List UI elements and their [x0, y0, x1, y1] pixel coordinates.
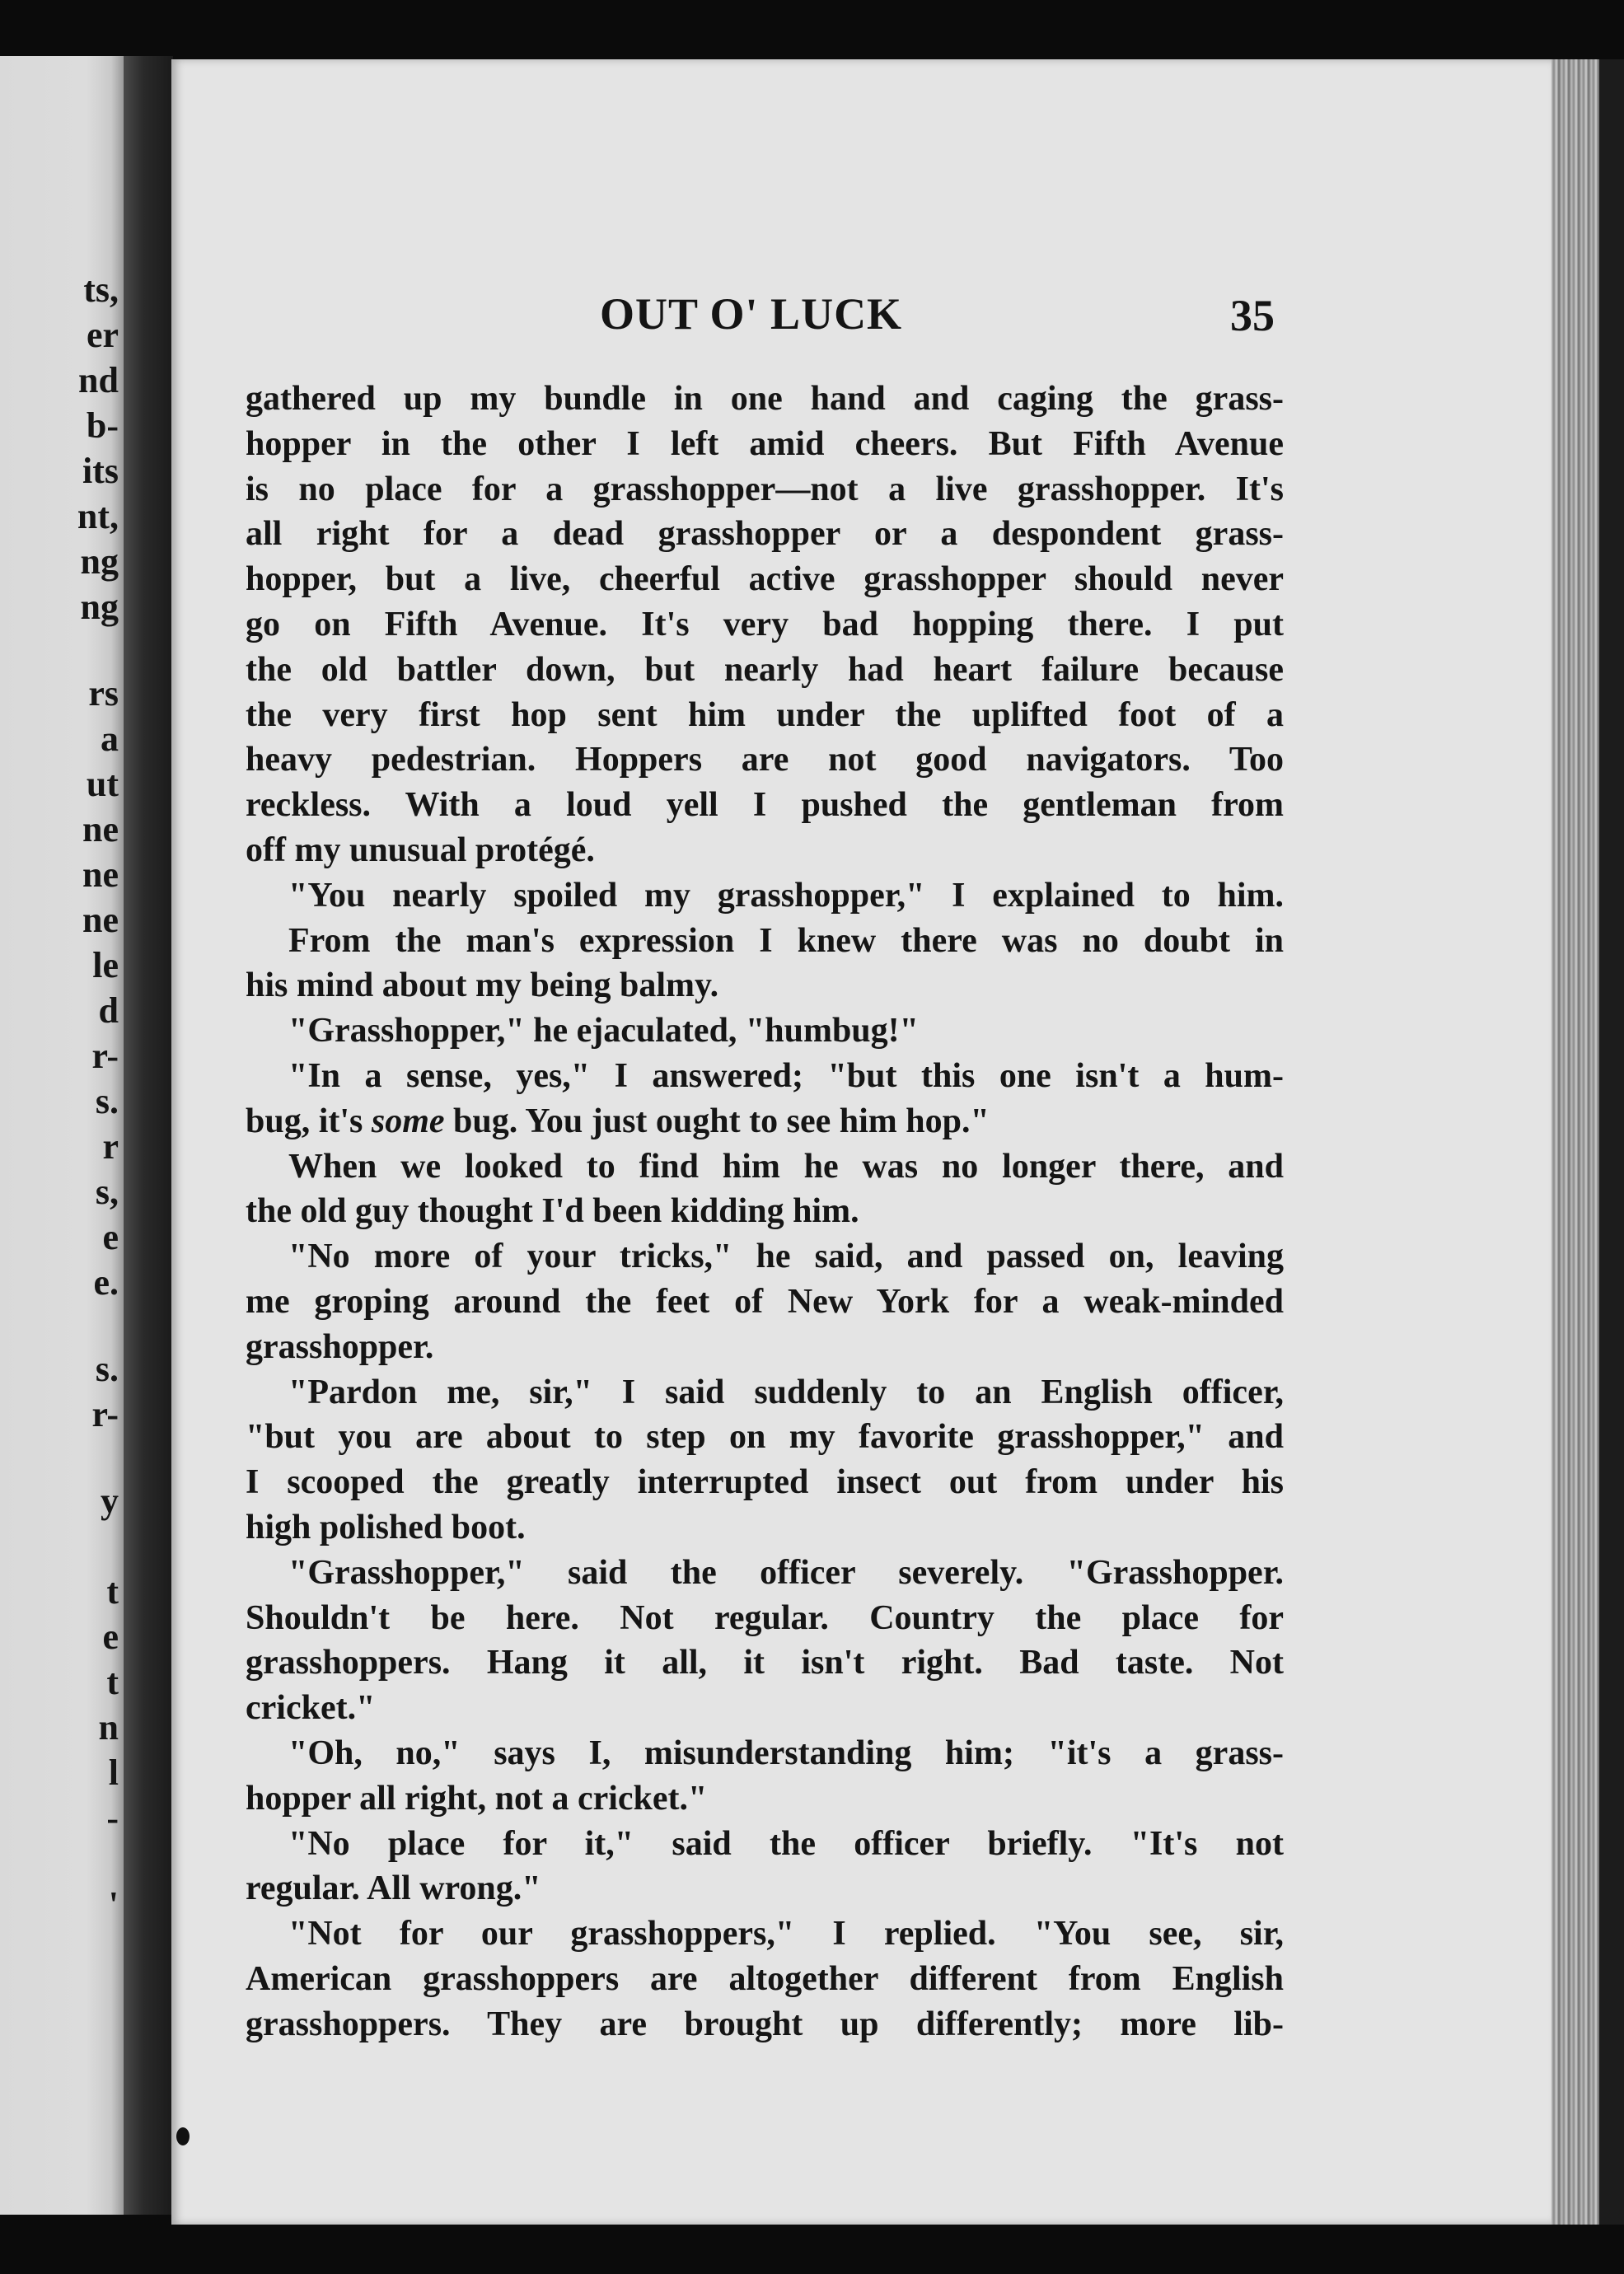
- facing-page-text-fragment: r-: [91, 1036, 119, 1076]
- text-line: "You nearly spoiled my grasshopper," I explained to him.: [288, 876, 1284, 915]
- text-line: grasshopper.: [246, 1327, 434, 1366]
- text-line: hopper, but a live, cheerful active grasshopper should never: [246, 560, 1284, 599]
- facing-page-text-fragment: ng: [80, 541, 119, 582]
- facing-page-text-fragment: ts,: [83, 269, 119, 310]
- scan-border: [1599, 59, 1624, 2225]
- text-line: the old battler down, but nearly had heart failure because: [246, 650, 1284, 689]
- text-line: "Grasshopper," said the officer severely. "Grasshopper.: [288, 1553, 1284, 1592]
- facing-page-text-fragment: r: [102, 1126, 119, 1167]
- text-line: gathered up my bundle in one hand and caging the grass-: [246, 380, 1284, 418]
- page-edges: [1551, 59, 1599, 2225]
- facing-page-text-fragment: er: [86, 315, 119, 355]
- text-line: reckless. With a loud yell I pushed the gentleman from: [246, 786, 1284, 825]
- facing-page-text-fragment: e.: [93, 1262, 119, 1303]
- text-line: all right for a dead grasshopper or a despondent grass-: [246, 515, 1284, 554]
- facing-page-text-fragment: rs: [88, 673, 119, 714]
- facing-page-text-fragment: l: [108, 1752, 119, 1793]
- facing-page-text-fragment: n: [98, 1707, 119, 1748]
- facing-page-left: [0, 56, 124, 2215]
- text-line: "In a sense, yes," I answered; "but this one isn't a hum-: [288, 1056, 1284, 1095]
- facing-page-text-fragment: y: [101, 1481, 119, 1521]
- text-line: When we looked to find him he was no longer there, and: [288, 1147, 1284, 1186]
- text-line: cricket.": [246, 1689, 376, 1728]
- text-line: bug, it's some bug. You just ought to see him hop.": [246, 1102, 990, 1140]
- text-line: "Pardon me, sir," I said suddenly to an English officer,: [288, 1373, 1284, 1411]
- text-line: hopper all right, not a cricket.": [246, 1779, 708, 1818]
- text-line: go on Fifth Avenue. It's very bad hopping there. I put: [246, 605, 1284, 643]
- facing-page-text-fragment: le: [92, 945, 119, 985]
- text-line: high polished boot.: [246, 1508, 526, 1546]
- text-line: the very first hop sent him under the uplifted foot of a: [246, 695, 1284, 734]
- facing-page-text-fragment: ne: [82, 900, 119, 940]
- facing-page-text-fragment: s.: [95, 1349, 119, 1389]
- text-line: "but you are about to step on my favorite grasshopper," and: [246, 1418, 1284, 1457]
- facing-page-text-fragment: nt,: [77, 496, 119, 536]
- text-line: is no place for a grasshopper—not a live grasshopper. It's: [246, 470, 1284, 508]
- text-line: I scooped the greatly interrupted insect out from under his: [246, 1463, 1284, 1502]
- facing-page-text-fragment: nd: [78, 360, 119, 400]
- facing-page-text-fragment: ut: [86, 764, 119, 804]
- book-gutter: [124, 56, 173, 2215]
- facing-page-text-fragment: a: [101, 718, 119, 759]
- text-line: the old guy thought I'd been kidding him.: [246, 1192, 859, 1231]
- text-line: "Oh, no," says I, misunderstanding him; "it's a grass-: [288, 1734, 1284, 1772]
- text-line: heavy pedestrian. Hoppers are not good navigators. Too: [246, 741, 1284, 779]
- facing-page-text-fragment: b-: [86, 405, 119, 446]
- book-page: [171, 59, 1551, 2225]
- text-line: me groping around the feet of New York for a weak-minded: [246, 1282, 1284, 1321]
- facing-page-text-fragment: r-: [91, 1394, 119, 1434]
- text-line: grasshoppers. They are brought up differently; more lib-: [246, 2005, 1284, 2043]
- running-title: OUT O' LUCK: [600, 289, 903, 339]
- text-line: regular. All wrong.": [246, 1869, 541, 1908]
- facing-page-text-fragment: -: [106, 1798, 119, 1838]
- text-line: grasshoppers. Hang it all, it isn't right. Bad taste. Not: [246, 1644, 1284, 1682]
- text-line: "No place for it," said the officer briefly. "It's not: [288, 1824, 1284, 1863]
- facing-page-text-fragment: s,: [95, 1172, 119, 1212]
- page-header: [171, 288, 1551, 346]
- facing-page-text-fragment: d: [98, 990, 119, 1031]
- facing-page-text-fragment: t: [106, 1571, 119, 1612]
- facing-page-text-fragment: s.: [95, 1081, 119, 1121]
- text-line: off my unusual protégé.: [246, 831, 595, 869]
- facing-page-text-fragment: e: [102, 1217, 119, 1257]
- text-line: From the man's expression I knew there was no doubt in: [288, 921, 1284, 960]
- facing-page-text-fragment: t: [106, 1662, 119, 1702]
- text-line: Shouldn't be here. Not regular. Country the place for: [246, 1598, 1284, 1637]
- facing-page-text-fragment: ng: [80, 587, 119, 627]
- page-number: 35: [1230, 291, 1275, 340]
- text-line: American grasshoppers are altogether different from English: [246, 1959, 1284, 1998]
- text-line: hopper in the other I left amid cheers. But Fifth Avenue: [246, 424, 1284, 463]
- text-line: "Not for our grasshoppers," I replied. "You see, sir,: [288, 1915, 1284, 1953]
- facing-page-text-fragment: its: [82, 451, 119, 491]
- facing-page-text-fragment: ': [108, 1884, 119, 1925]
- text-line: "No more of your tricks," he said, and passed on, leaving: [288, 1238, 1284, 1276]
- text-line: his mind about my being balmy.: [246, 966, 719, 1005]
- page-body: [246, 377, 1284, 2047]
- text-line: "Grasshopper," he ejaculated, "humbug!": [288, 1012, 919, 1050]
- facing-page-text-fragment: e: [102, 1617, 119, 1657]
- facing-page-text-fragment: ne: [82, 809, 119, 849]
- ink-spot: [176, 2127, 190, 2145]
- facing-page-text-fragment: ne: [82, 854, 119, 895]
